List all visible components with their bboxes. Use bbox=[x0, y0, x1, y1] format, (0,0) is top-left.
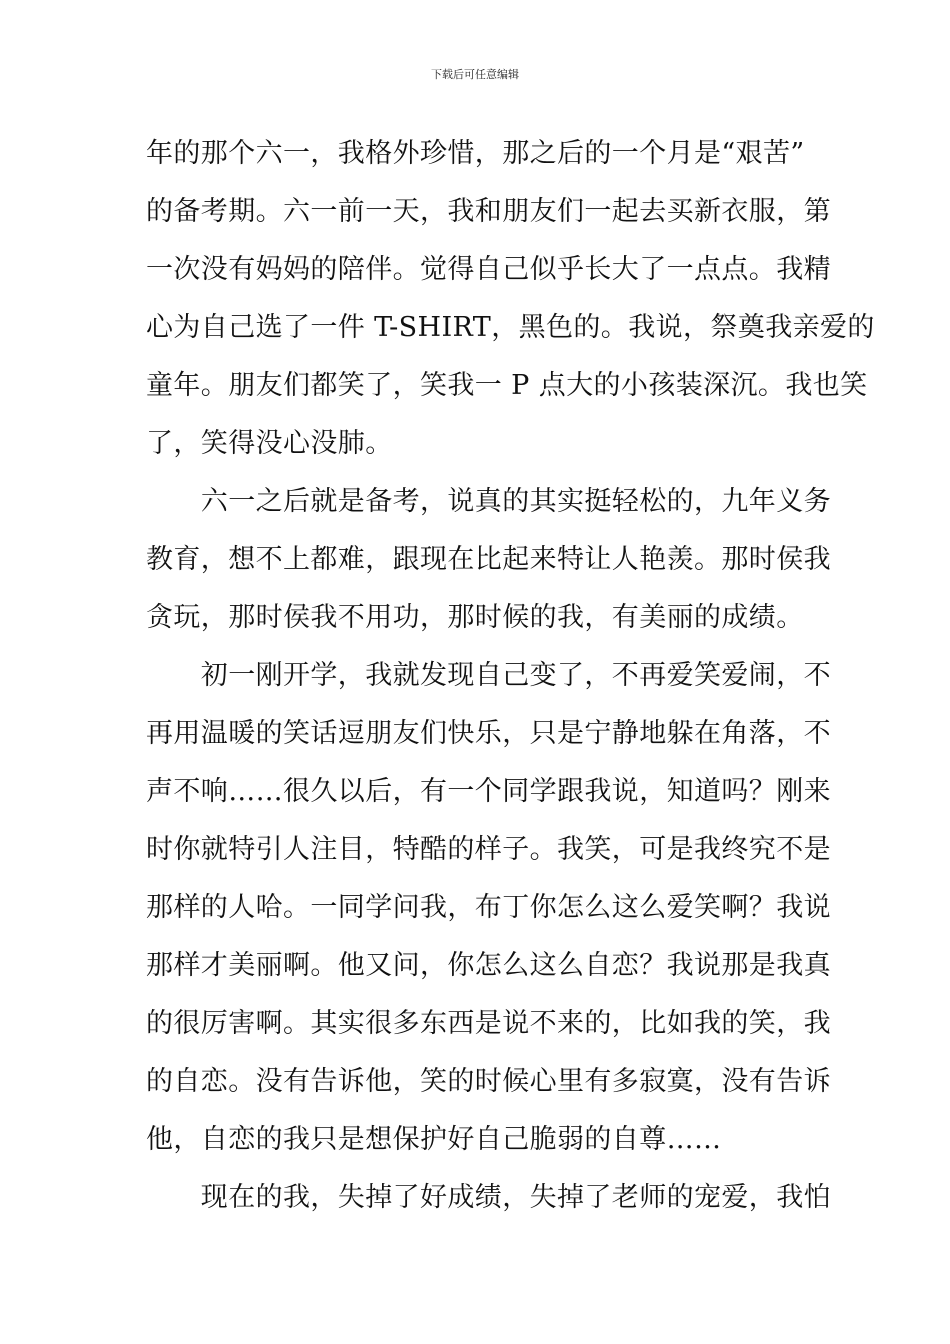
paragraph bbox=[146, 647, 831, 1169]
paragraph bbox=[146, 125, 875, 473]
text-line: 时你就特引人注目，特酷的样子。我笑，可是我终究不是 bbox=[146, 834, 831, 865]
text-line: 的备考期。六一前一天，我和朋友们一起去买新衣服，第 bbox=[146, 196, 831, 227]
text-line: 声不响……很久以后，有一个同学跟我说，知道吗？刚来 bbox=[146, 776, 831, 807]
text-line: 六一之后就是备考，说真的其实挺轻松的，九年义务 bbox=[146, 486, 831, 517]
text-line: 他，自恋的我只是想保护好自己脆弱的自尊…… bbox=[146, 1124, 722, 1155]
text-line: 了，笑得没心没肺。 bbox=[146, 428, 393, 459]
text-line: 一次没有妈妈的陪伴。觉得自己似乎长大了一点点。我精 bbox=[146, 254, 831, 285]
document-body bbox=[146, 125, 875, 1227]
text-line: 心为自己选了一件 T-SHIRT，黑色的。我说，祭奠我亲爱的 bbox=[146, 312, 875, 343]
page-header: 下载后可任意编辑 bbox=[431, 68, 519, 81]
text-line: 初一刚开学，我就发现自己变了，不再爱笑爱闹，不 bbox=[146, 660, 831, 691]
text-line: 现在的我，失掉了好成绩，失掉了老师的宠爱，我怕 bbox=[146, 1182, 831, 1213]
text-line: 那样才美丽啊。他又问，你怎么这么自恋？我说那是我真 bbox=[146, 950, 831, 981]
text-line: 年的那个六一，我格外珍惜，那之后的一个月是“艰苦” bbox=[146, 138, 805, 169]
text-line: 贪玩，那时侯我不用功，那时候的我，有美丽的成绩。 bbox=[146, 602, 804, 633]
text-line: 的很厉害啊。其实很多东西是说不来的，比如我的笑，我 bbox=[146, 1008, 831, 1039]
paragraph bbox=[146, 1169, 831, 1227]
text-line: 童年。朋友们都笑了，笑我一 P 点大的小孩装深沉。我也笑 bbox=[146, 370, 868, 401]
text-line: 再用温暖的笑话逗朋友们快乐，只是宁静地躲在角落，不 bbox=[146, 718, 831, 749]
text-line: 那样的人哈。一同学问我，布丁你怎么这么爱笑啊？我说 bbox=[146, 892, 831, 923]
text-line: 的自恋。没有告诉他，笑的时候心里有多寂寞，没有告诉 bbox=[146, 1066, 831, 1097]
paragraph bbox=[146, 473, 831, 647]
text-line: 教育，想不上都难，跟现在比起来特让人艳羡。那时侯我 bbox=[146, 544, 831, 575]
